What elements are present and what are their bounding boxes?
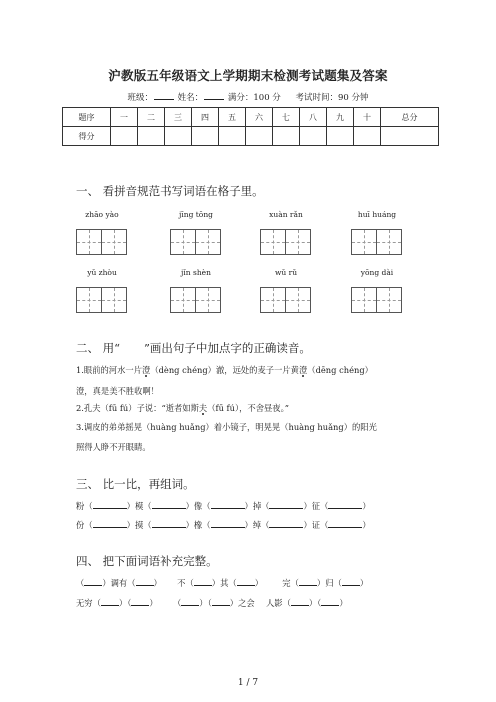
score-cell[interactable]: [300, 127, 327, 146]
pinyin-label: jǐn shèn: [181, 268, 211, 277]
pinyin-label: yōng dài: [360, 268, 394, 277]
compare-row-2: 份（ ）摸（ ）橡（ ）绰（ ）证（ ）: [76, 520, 371, 530]
pinyin-label: zhāo yào: [85, 210, 119, 219]
section1-heading: 一、 看拼音规范书写词语在格子里。: [76, 184, 264, 198]
score-cell[interactable]: [381, 127, 439, 146]
header-cell: 五: [219, 108, 246, 127]
idiom-row-1: （ ）调有（ ） 不（ ）其（ ） 完（ ）归（ ）: [76, 578, 369, 588]
writing-grid[interactable]: [260, 287, 311, 313]
idiom-row-2: 无穷（ ）（ ） （ ）（ ）之会 人影（ ）（ ）: [76, 598, 348, 608]
header-cell: 八: [300, 108, 327, 127]
writing-grid[interactable]: [170, 287, 221, 313]
header-cell: 总分: [381, 108, 439, 127]
writing-grid[interactable]: [260, 229, 311, 255]
exam-time: 考试时间：90 分钟: [295, 93, 369, 103]
header-cell: 七: [273, 108, 300, 127]
full-score: 满分：100 分: [227, 93, 281, 103]
writing-grid[interactable]: [351, 287, 402, 313]
s2-line-4: 3.调皮的弟弟摇晃（huàng huǎng）着小镜子，明晃晃（huàng huǎng）的阳光: [76, 422, 377, 432]
score-cell[interactable]: [192, 127, 219, 146]
score-cell[interactable]: [246, 127, 273, 146]
header-cell: 三: [165, 108, 192, 127]
header-cell: 九: [327, 108, 354, 127]
writing-grid[interactable]: [76, 229, 127, 255]
score-table: [62, 107, 439, 146]
score-cell[interactable]: [165, 127, 192, 146]
header-cell: 六: [246, 108, 273, 127]
row-label: 得分: [63, 127, 111, 146]
pinyin-label: wǔ rǔ: [274, 268, 298, 277]
writing-grid[interactable]: [351, 229, 402, 255]
class-label: 班级：: [127, 93, 153, 103]
writing-grid[interactable]: [170, 229, 221, 255]
writing-grid[interactable]: [76, 287, 127, 313]
score-cell[interactable]: [354, 127, 381, 146]
name-blank: [204, 91, 224, 100]
class-blank: [154, 91, 174, 100]
header-cell: 二: [138, 108, 165, 127]
document-title: 沪教版五年级语文上学期期末检测考试题集及答案: [108, 68, 388, 83]
page-number: 1 / 7: [237, 678, 259, 688]
s2-line-5: 照得人睁不开眼睛。: [76, 442, 151, 452]
section3-heading: 三、 比一比，再组词。: [76, 477, 195, 491]
section4-heading: 四、 把下面词语补充完整。: [76, 554, 218, 568]
score-table-header: [63, 108, 439, 127]
header-cell: 四: [192, 108, 219, 127]
score-cell[interactable]: [273, 127, 300, 146]
pinyin-label: huī huáng: [357, 210, 397, 219]
pinyin-label: jīng tōng: [179, 210, 213, 219]
pinyin-label: xuàn rǎn: [269, 210, 303, 219]
s2-line-3: 2.孔夫（fū fú）子说：“逝者如斯夫（fū fú），不舍昼夜。”: [76, 403, 289, 413]
score-table-row: [63, 127, 439, 146]
s2-line-1: 1.眼前的河水一片澄（dèng chéng）澈，远处的麦子一片黄澄（dēng chéng）: [76, 365, 373, 375]
header-cell: 题序: [63, 108, 111, 127]
pinyin-label: yǔ zhòu: [87, 268, 117, 277]
s2-line-2: 澄，真是美不胜收啊！: [76, 386, 159, 396]
header-cell: 一: [111, 108, 138, 127]
section2-heading: 二、 用“ ”画出句子中加点字的正确读音。: [76, 341, 311, 355]
score-cell[interactable]: [138, 127, 165, 146]
score-cell[interactable]: [327, 127, 354, 146]
exam-info: [0, 91, 496, 103]
name-label: 姓名：: [177, 93, 204, 103]
score-cell[interactable]: [219, 127, 246, 146]
header-cell: 十: [354, 108, 381, 127]
score-cell[interactable]: [111, 127, 138, 146]
compare-row-1: 粉（ ）模（ ）像（ ）掉（ ）征（ ）: [76, 501, 371, 511]
